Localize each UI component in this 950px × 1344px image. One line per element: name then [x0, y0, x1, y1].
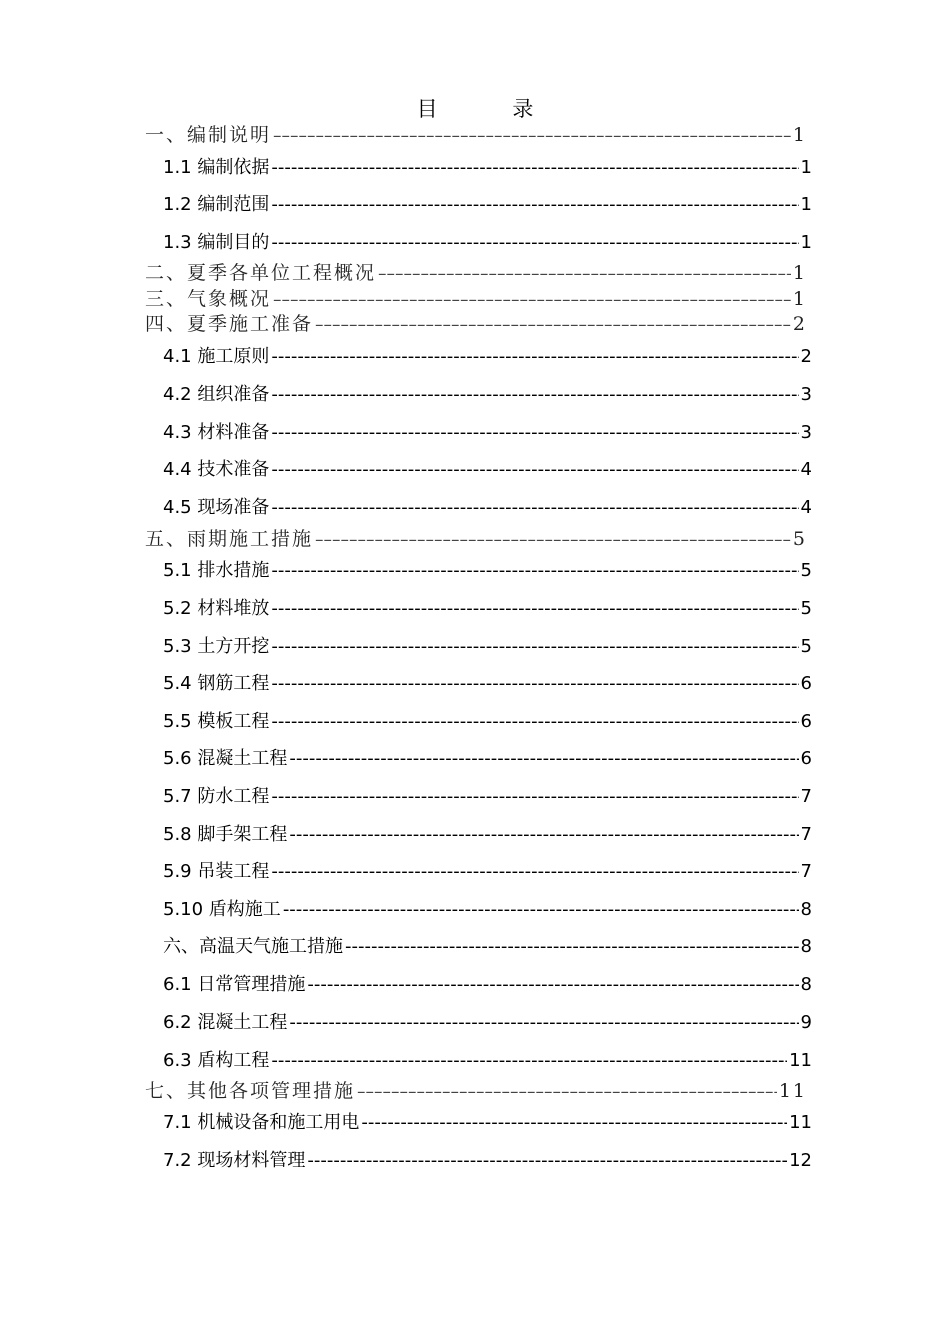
toc-entry[interactable]	[163, 594, 812, 624]
toc-entry-label: 1.1 编制依据	[163, 157, 270, 178]
toc-entry-label: 6.3 盾构工程	[163, 1050, 270, 1071]
toc-entry-label: 5.8 脚手架工程	[163, 824, 288, 845]
toc-entry-label: 五、雨期施工措施	[145, 528, 314, 550]
toc-entry-page-number: 8	[800, 936, 812, 957]
toc-leader-dashes	[271, 594, 798, 624]
toc-entry-label: 四、夏季施工准备	[145, 313, 314, 335]
toc-entry-page-number: 7	[800, 786, 812, 807]
toc-entry-label: 6.1 日常管理措施	[163, 974, 306, 995]
toc-leader-dashes	[271, 493, 798, 523]
toc-entry-page-number: 1	[800, 232, 812, 253]
toc-entry-label: 5.4 钢筋工程	[163, 673, 270, 694]
toc-entry[interactable]	[163, 707, 812, 737]
toc-entry-page-number: 7	[800, 824, 812, 845]
toc-leader-dashes	[271, 342, 798, 372]
toc-entry[interactable]	[163, 820, 812, 850]
toc-leader-dashes	[315, 310, 791, 339]
toc-leader-dashes	[307, 1146, 787, 1176]
toc-leader-dashes	[307, 970, 798, 1000]
toc-entry[interactable]	[163, 970, 812, 1000]
toc-leader-dashes	[271, 1046, 787, 1076]
toc-leader-dashes	[271, 418, 798, 448]
toc-entry-page-number: 1	[792, 124, 807, 146]
toc-entry-page-number: 1	[800, 194, 812, 215]
toc-leader-dashes	[361, 1108, 787, 1138]
toc-leader-dashes	[357, 1077, 777, 1106]
toc-entry[interactable]	[163, 455, 812, 485]
toc-entry[interactable]	[163, 1008, 812, 1038]
toc-entry-label: 5.2 材料堆放	[163, 598, 270, 619]
toc-leader-dashes	[271, 190, 798, 220]
toc-entry-label: 4.4 技术准备	[163, 459, 270, 480]
toc-entry[interactable]	[163, 493, 812, 523]
toc-entry-page-number: 1	[800, 157, 812, 178]
toc-entry-label: 7.1 机械设备和施工用电	[163, 1112, 360, 1133]
toc-entry-page-number: 6	[800, 673, 812, 694]
toc-entry-page-number: 6	[800, 748, 812, 769]
toc-entry[interactable]	[163, 895, 812, 925]
toc-entry-page-number: 4	[800, 497, 812, 518]
toc-entry-page-number: 9	[800, 1012, 812, 1033]
toc-entry-label: 5.6 混凝土工程	[163, 748, 288, 769]
toc-entry-label: 二、夏季各单位工程概况	[145, 262, 377, 284]
toc-leader-dashes	[271, 782, 798, 812]
toc-entry-label: 4.5 现场准备	[163, 497, 270, 518]
toc-leader-dashes	[289, 820, 798, 850]
toc-leader-dashes	[271, 632, 798, 662]
toc-entry-label: 4.1 施工原则	[163, 346, 270, 367]
toc-leader-dashes	[289, 1008, 798, 1038]
toc-entry-page-number: 3	[800, 422, 812, 443]
toc-leader-dashes	[271, 669, 798, 699]
toc-entry-page-number: 1	[792, 288, 807, 310]
toc-entry-page-number: 4	[800, 459, 812, 480]
toc-entry[interactable]	[163, 632, 812, 662]
toc-leader-dashes	[271, 707, 798, 737]
toc-entry[interactable]	[163, 1146, 812, 1176]
toc-leader-dashes	[271, 153, 798, 183]
toc-entry-page-number: 7	[800, 861, 812, 882]
toc-leader-dashes	[273, 121, 791, 150]
toc-entry-label: 5.10 盾构施工	[163, 899, 281, 920]
toc-entry-page-number: 2	[792, 313, 807, 335]
toc-entry-label: 六、高温天气施工措施	[163, 936, 343, 957]
toc-entry[interactable]	[163, 1046, 812, 1076]
toc-entry-label: 5.9 吊装工程	[163, 861, 270, 882]
toc-leader-dashes	[271, 228, 798, 258]
toc-entry-page-number: 5	[800, 560, 812, 581]
toc-entry[interactable]	[163, 1108, 812, 1138]
toc-entry[interactable]	[163, 380, 812, 410]
toc-entry[interactable]	[145, 120, 807, 150]
toc-entry[interactable]	[145, 309, 807, 339]
toc-entry-page-number: 6	[800, 711, 812, 732]
toc-entry-label: 4.3 材料准备	[163, 422, 270, 443]
toc-entry-page-number: 3	[800, 384, 812, 405]
toc-entry[interactable]	[163, 190, 812, 220]
toc-entry-label: 三、气象概况	[145, 288, 272, 310]
toc-entry-page-number: 11	[789, 1112, 812, 1133]
toc-entry[interactable]	[163, 228, 812, 258]
toc-entry-label: 4.2 组织准备	[163, 384, 270, 405]
toc-entry-page-number: 11	[778, 1080, 807, 1102]
toc-entry-label: 5.3 土方开挖	[163, 636, 270, 657]
toc-leader-dashes	[271, 857, 798, 887]
toc-entry[interactable]	[163, 342, 812, 372]
toc-entry[interactable]	[163, 418, 812, 448]
toc-entry-label: 七、其他各项管理措施	[145, 1080, 356, 1102]
toc-entry[interactable]	[163, 556, 812, 586]
toc-entry[interactable]	[145, 524, 807, 554]
toc-entry-label: 1.3 编制目的	[163, 232, 270, 253]
toc-leader-dashes	[283, 895, 799, 925]
toc-entry-label: 5.1 排水措施	[163, 560, 270, 581]
toc-entry-page-number: 1	[792, 262, 807, 284]
toc-entry-page-number: 2	[800, 346, 812, 367]
toc-entry-label: 一、编制说明	[145, 124, 272, 146]
toc-leader-dashes	[289, 744, 798, 774]
toc-entry-page-number: 12	[789, 1150, 812, 1171]
toc-entry-page-number: 11	[789, 1050, 812, 1071]
toc-entry-label: 5.5 模板工程	[163, 711, 270, 732]
toc-entry[interactable]	[163, 782, 812, 812]
toc-entry-page-number: 5	[800, 636, 812, 657]
toc-entry[interactable]	[163, 932, 812, 962]
toc-entry-page-number: 8	[800, 974, 812, 995]
toc-entry-page-number: 8	[800, 899, 812, 920]
toc-leader-dashes	[271, 455, 798, 485]
toc-entry[interactable]	[163, 744, 812, 774]
toc-entry[interactable]	[145, 1076, 807, 1106]
toc-entry-page-number: 5	[800, 598, 812, 619]
toc-leader-dashes	[271, 556, 798, 586]
toc-entry-label: 1.2 编制范围	[163, 194, 270, 215]
toc-entry-label: 6.2 混凝土工程	[163, 1012, 288, 1033]
toc-title: 目 录	[416, 97, 568, 121]
toc-entry-page-number: 5	[792, 528, 807, 550]
toc-entry[interactable]	[163, 153, 812, 183]
toc-leader-dashes	[271, 380, 798, 410]
toc-entry[interactable]	[163, 669, 812, 699]
toc-leader-dashes	[345, 932, 799, 962]
toc-entry-label: 7.2 现场材料管理	[163, 1150, 306, 1171]
toc-entry-label: 5.7 防水工程	[163, 786, 270, 807]
toc-leader-dashes	[315, 525, 791, 554]
toc-entry[interactable]	[163, 857, 812, 887]
